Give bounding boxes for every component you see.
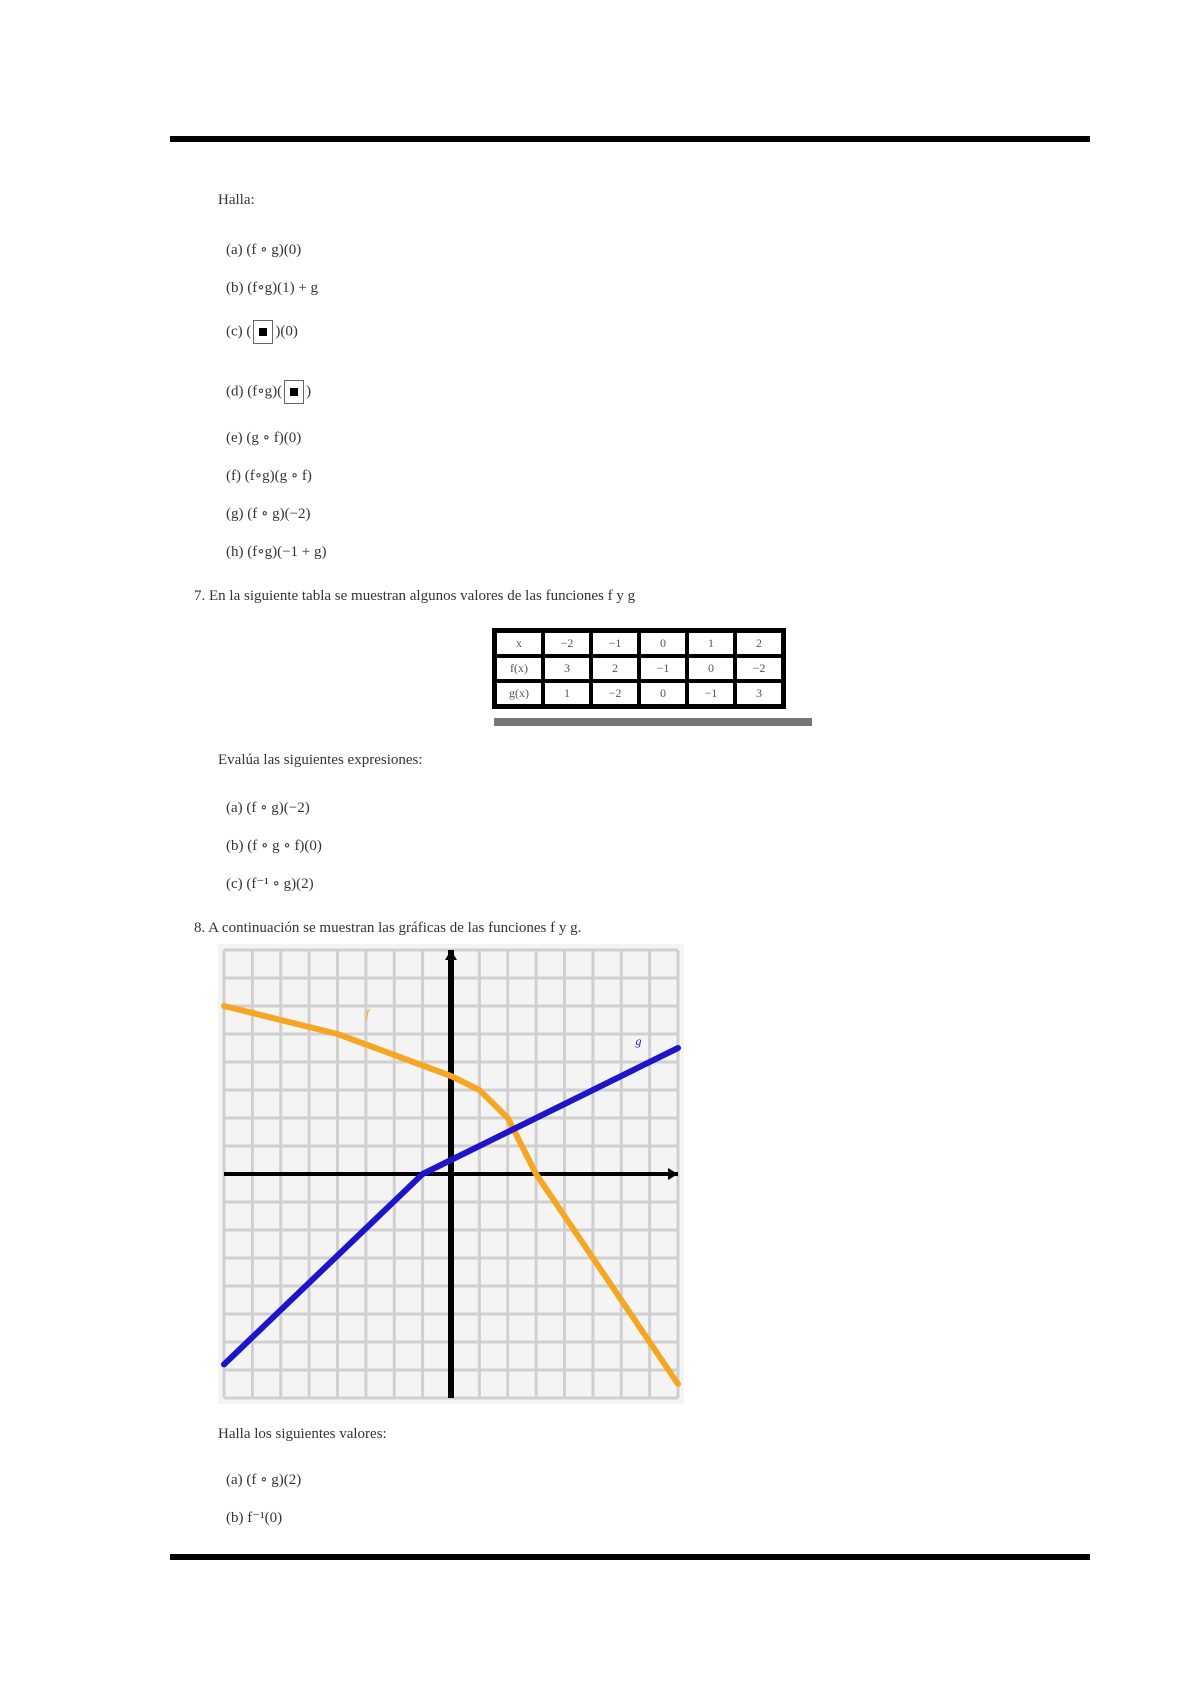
exercise-c-intro: Halla los siguientes valores: [218,1426,387,1442]
table-row [495,631,784,657]
values-table [492,628,786,709]
exercise-b-heading: 7. En la siguiente tabla se muestran algunos valores de las funciones f y g [194,588,636,604]
series-label-f: f [365,1006,370,1021]
table-cell: f(x) [495,656,544,681]
exercise-b-intro: Evalúa las siguientes expresiones: [218,752,423,768]
square-symbol-icon [253,320,273,344]
table-cell: 1 [543,681,591,707]
exercise-b-item: (a) (f ∘ g)(−2) [226,800,310,816]
table-row [495,656,784,681]
exercise-a-item: (a) (f ∘ g)(0) [226,242,302,258]
table-cell: −2 [543,631,591,657]
table-cell: −1 [639,656,687,681]
exercise-c-item: (b) f⁻¹(0) [226,1510,283,1526]
table-shadow [494,718,812,726]
exercise-c-item: (a) (f ∘ g)(2) [226,1472,302,1488]
exercise-a-item: (b) (f∘g)(1) + g [226,280,319,296]
table-cell: 0 [639,631,687,657]
table-cell: −2 [735,656,784,681]
exercise-a-item-label: (c) ( [226,323,252,340]
exercise-a-item: (h) (f∘g)(−1 + g) [226,544,327,560]
table-cell: 1 [687,631,735,657]
table-cell: 3 [735,681,784,707]
exercise-a-item-c: (c) ( )(0) [226,320,298,344]
top-rule [170,136,1090,142]
exercise-a-item: (e) (g ∘ f)(0) [226,430,302,446]
table-cell: 0 [639,681,687,707]
bottom-rule [170,1554,1090,1560]
table-cell: 2 [735,631,784,657]
exercise-b-item: (b) (f ∘ g ∘ f)(0) [226,838,322,854]
table-cell: 2 [591,656,639,681]
table-cell: x [495,631,544,657]
table-row [495,681,784,707]
table-cell: −1 [687,681,735,707]
series-label-g: g [635,1034,642,1049]
exercise-a-intro: Halla: [218,192,255,208]
table-cell: g(x) [495,681,544,707]
exercise-a-item: (f) (f∘g)(g ∘ f) [226,468,312,484]
exercise-b-item: (c) (f⁻¹ ∘ g)(2) [226,876,314,892]
table-cell: 0 [687,656,735,681]
function-graph [218,944,684,1404]
exercise-a-item-label: (d) (f∘g)( [226,383,283,400]
exercise-c-heading: 8. A continuación se muestran las gráficas de las funciones f y g. [194,920,582,936]
table-cell: 3 [543,656,591,681]
exercise-a-item-d: (d) (f∘g)( ) [226,380,311,404]
square-symbol-icon [284,380,304,404]
table-cell: −1 [591,631,639,657]
exercise-a-item: (g) (f ∘ g)(−2) [226,506,311,522]
table-cell: −2 [591,681,639,707]
